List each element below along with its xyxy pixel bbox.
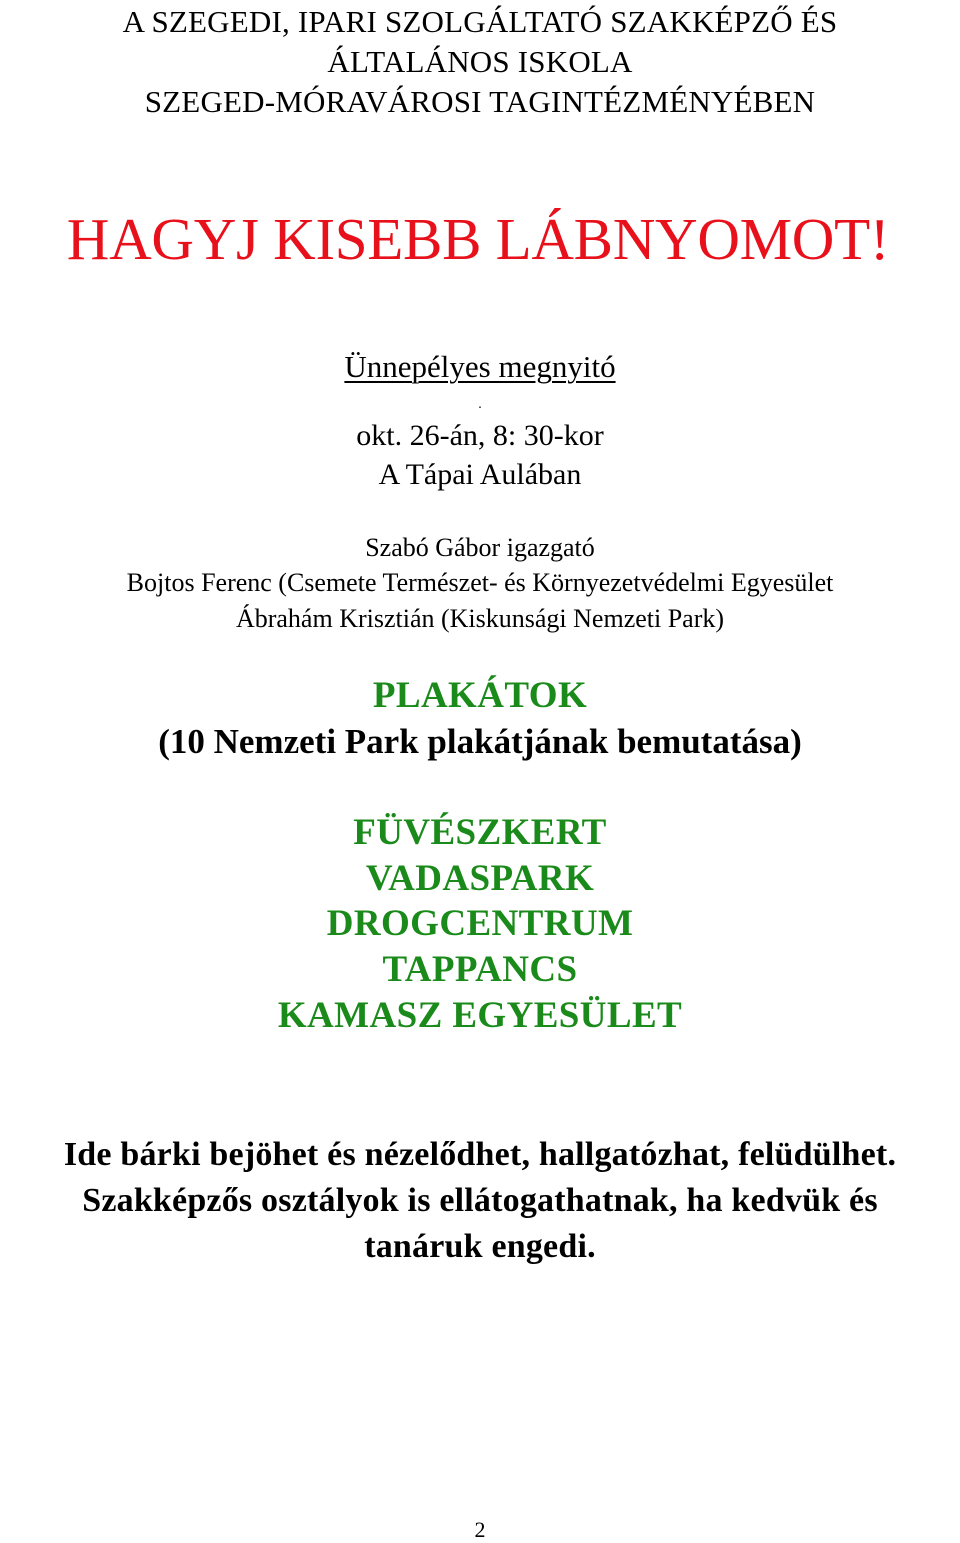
closing-line-1: Ide bárki bejöhet és nézelődhet, hallgatózhat, felüdülhet. [63, 1136, 897, 1173]
speaker-1: Szabó Gábor igazgató [365, 533, 595, 562]
opening-title: Ünnepélyes megnyitó [344, 349, 616, 384]
school-name-line-1: A SZEGEDI, IPARI SZOLGÁLTATÓ SZAKKÉPZŐ ÉS [122, 4, 838, 39]
school-name-line-3: SZEGED-MÓRAVÁROSI TAGINTÉZMÉNYÉBEN [144, 84, 816, 119]
participant-2: VADASPARK [365, 858, 595, 899]
participant-3: DROGCENTRUM [326, 903, 634, 944]
participant-4: TAPPANCS [382, 949, 578, 990]
speaker-2: Bojtos Ferenc (Csemete Természet- és Környezetvédelmi Egyesület [126, 568, 834, 597]
speaker-3: Ábrahám Krisztián (Kiskunsági Nemzeti Park) [235, 604, 725, 633]
separator-dot: . [478, 397, 482, 412]
school-name-line-2: ÁLTALÁNOS ISKOLA [327, 44, 633, 79]
page-number: 2 [474, 1517, 486, 1542]
event-location: A Tápai Aulában [378, 458, 582, 491]
headline: HAGYJ KISEBB LÁBNYOMOT! [66, 206, 890, 272]
closing-line-2: Szakképzős osztályok is ellátogathatnak, ha kedvük és [82, 1182, 878, 1219]
event-date: okt. 26-án, 8: 30-kor [356, 419, 604, 452]
posters-title: PLAKÁTOK [372, 675, 588, 716]
posters-subtitle: (10 Nemzeti Park plakátjának bemutatása) [158, 722, 802, 761]
closing-line-3: tanáruk engedi. [364, 1228, 596, 1265]
participant-1: FÜVÉSZKERT [353, 812, 607, 853]
participant-5: KAMASZ EGYESÜLET [277, 995, 683, 1036]
